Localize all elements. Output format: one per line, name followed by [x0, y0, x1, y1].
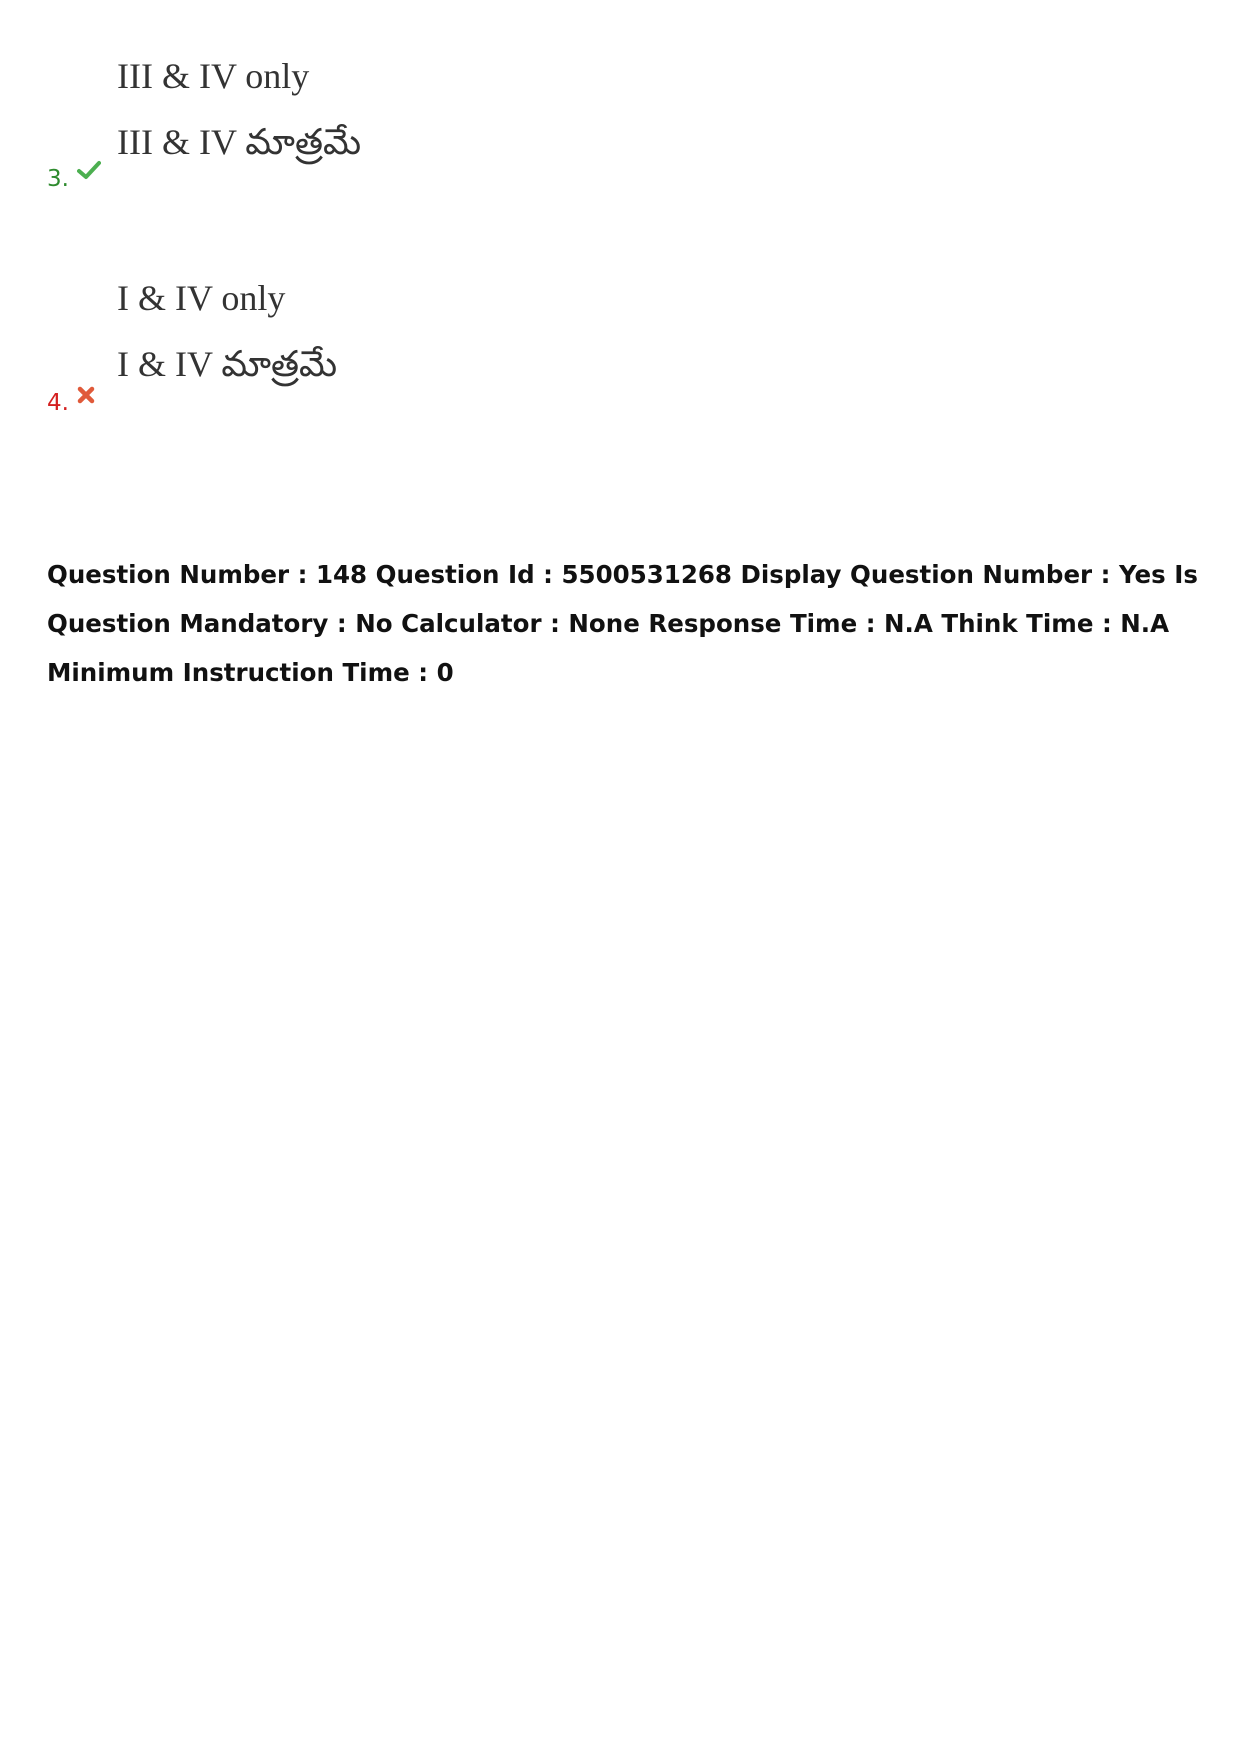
option-4-number: 4. [47, 390, 69, 416]
option-3-marker [47, 166, 101, 192]
check-icon [77, 160, 101, 186]
option-3-english: III & IV only [117, 56, 310, 96]
option-4-marker [47, 390, 95, 416]
option-3-number: 3. [47, 166, 69, 192]
question-meta: Question Number : 148 Question Id : 5500531268 Display Question Number : Yes Is Question Mandatory : No Calculator : None Response Time : N.A Think Time : N.A Minimum Instruction Time : 0 [47, 560, 1198, 687]
option-4-telugu: I & IV మాత్రమే [117, 344, 338, 384]
option-4-english: I & IV only [117, 278, 286, 318]
option-3-text-image [117, 58, 361, 160]
option-3-telugu: III & IV మాత్రమే [117, 122, 362, 162]
cross-icon [77, 384, 95, 410]
option-4-text-image [117, 280, 337, 382]
